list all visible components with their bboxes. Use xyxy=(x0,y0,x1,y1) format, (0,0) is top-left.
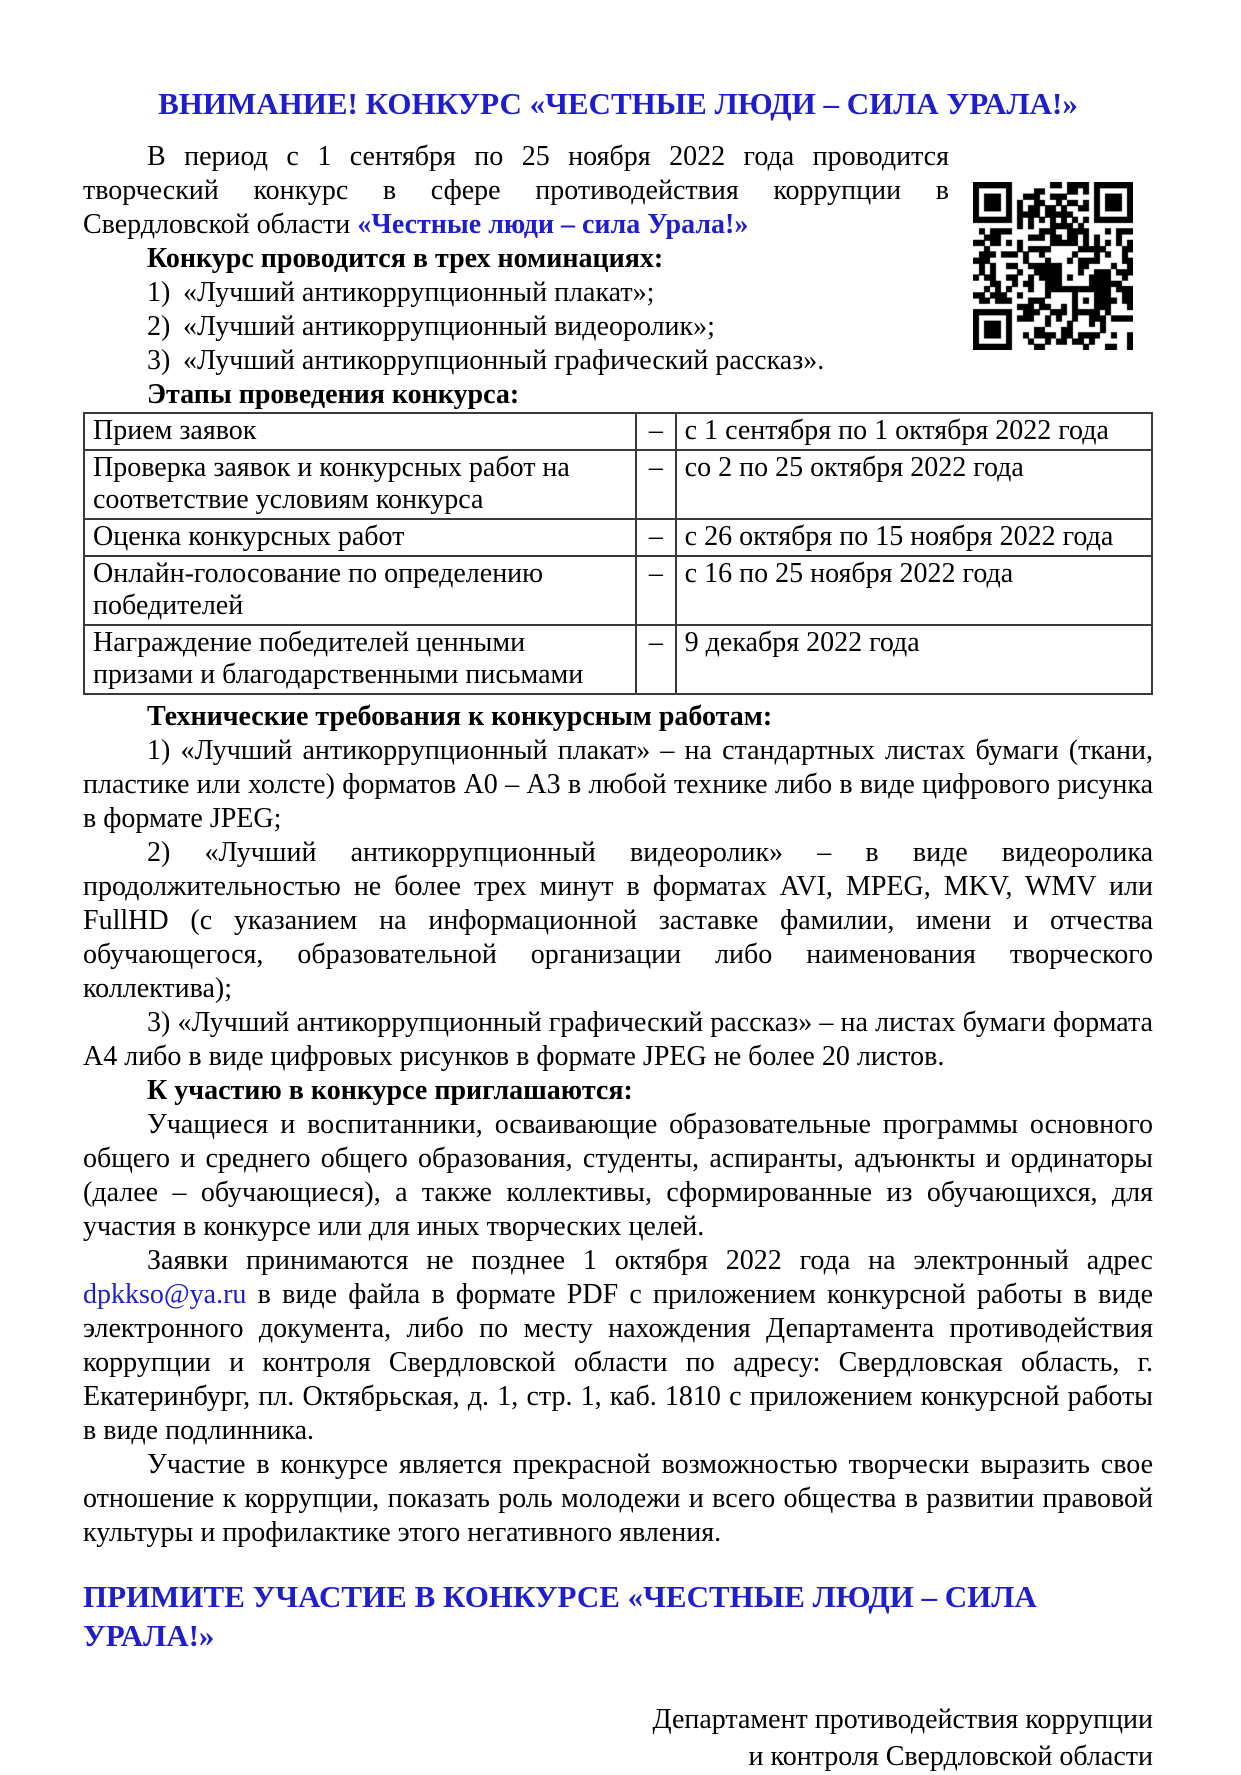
stage-cell: Онлайн-голосование по определению победителей xyxy=(84,556,636,625)
requirements-heading: Технические требования к конкурсным работам: xyxy=(147,701,773,732)
dash-cell: – xyxy=(636,556,676,625)
stage-cell: Награждение победителей ценными призами и благодарственными письмами xyxy=(84,625,636,694)
signature-line-1: Департамент противодействия коррупции xyxy=(652,1704,1153,1735)
nomination-item-label: «Лучший антикоррупционный плакат»; xyxy=(183,277,655,308)
stages-heading: Этапы проведения конкурса: xyxy=(147,379,520,410)
table-row xyxy=(84,450,1152,519)
dates-cell: с 26 октября по 15 ноября 2022 года xyxy=(676,519,1152,556)
signature-block xyxy=(83,1701,1153,1775)
participants-paragraph: Учащиеся и воспитанники, осваивающие образовательные программы основного общего и среднего общего образования, студенты, аспиранты, адъюнкты и ординаторы (далее – обучающиеся), а также коллективы, сформированные из обучающихся, для участия в конкурсе или для иных творческих целей. xyxy=(83,1109,1153,1242)
contest-name-highlight: «Честные люди – сила Урала!» xyxy=(357,209,749,240)
submission-paragraph xyxy=(83,1244,1153,1448)
dates-cell: с 16 по 25 ноября 2022 года xyxy=(676,556,1152,625)
nomination-item-number: 3) xyxy=(147,345,171,376)
nomination-item-label: «Лучший антикоррупционный графический рассказ». xyxy=(183,345,825,376)
requirement-graphic-story: 3) «Лучший антикоррупционный графический рассказ» – на листах бумаги формата А4 либо в виде цифровых рисунков в формате JPEG не более 20 листов. xyxy=(83,1007,1153,1072)
stages-table xyxy=(83,412,1153,695)
qr-code xyxy=(973,182,1133,350)
stage-cell: Проверка заявок и конкурсных работ на соответствие условиям конкурса xyxy=(84,450,636,519)
dash-cell: – xyxy=(636,450,676,519)
submission-text-before: Заявки принимаются не позднее 1 октября 2022 года на электронный адрес xyxy=(147,1245,1153,1276)
dates-cell: 9 декабря 2022 года xyxy=(676,625,1152,694)
call-to-action: ПРИМИТЕ УЧАСТИЕ В КОНКУРСЕ «ЧЕСТНЫЕ ЛЮДИ – СИЛА УРАЛА!» xyxy=(83,1579,1037,1653)
dash-cell: – xyxy=(636,519,676,556)
email-link[interactable]: dpkkso@ya.ru xyxy=(83,1279,247,1310)
page-title: ВНИМАНИЕ! КОНКУРС «ЧЕСТНЫЕ ЛЮДИ – СИЛА УРАЛА!» xyxy=(158,86,1078,121)
dash-cell: – xyxy=(636,413,676,450)
table-row xyxy=(84,625,1152,694)
intro-text: В период с 1 сентября по 25 ноября 2022 года проводится творческий конкурс в сфере противодействия коррупции в Свердловской области xyxy=(83,141,949,240)
signature-line-2: и контроля Свердловской области xyxy=(748,1741,1153,1772)
table-row xyxy=(84,556,1152,625)
table-row xyxy=(84,519,1152,556)
requirement-poster: 1) «Лучший антикоррупционный плакат» – на стандартных листах бумаги (ткани, пластике или холсте) форматов А0 – А3 в любой технике либо в виде цифрового рисунка в формате JPEG; xyxy=(83,735,1153,834)
nomination-item-number: 2) xyxy=(147,311,171,342)
stage-cell: Прием заявок xyxy=(84,413,636,450)
stage-cell: Оценка конкурсных работ xyxy=(84,519,636,556)
qr-code-container xyxy=(949,140,1153,378)
dates-cell: с 1 сентября по 1 октября 2022 года xyxy=(676,413,1152,450)
nomination-item-label: «Лучший антикоррупционный видеоролик»; xyxy=(183,311,715,342)
dash-cell: – xyxy=(636,625,676,694)
document-body xyxy=(83,140,1153,1550)
nominations-heading: Конкурс проводится в трех номинациях: xyxy=(147,243,664,274)
closing-paragraph: Участие в конкурсе является прекрасной возможностью творчески выразить свое отношение к коррупции, показать роль молодежи и всего общества в развитии правовой культуры и профилактике этого негативного явления. xyxy=(83,1449,1153,1548)
dates-cell: со 2 по 25 октября 2022 года xyxy=(676,450,1152,519)
nomination-item-number: 1) xyxy=(147,277,171,308)
requirement-video: 2) «Лучший антикоррупционный видеоролик» – в виде видеоролика продолжительностью не более трех минут в форматах AVI, MPEG, MKV, WMV или FullHD (с указанием на информационной заставке фамилии, имени и отчества обучающегося, образовательной организации либо наименования творческого коллектива); xyxy=(83,837,1153,1004)
participants-heading: К участию в конкурсе приглашаются: xyxy=(147,1075,633,1106)
submission-text-after: в виде файла в формате PDF с приложением конкурсной работы в виде электронного документа, либо по месту нахождения Департамента противодействия коррупции и контроля Свердловской области по адресу: Свердловская область, г. Екатеринбург, пл. Октябрьская, д. 1, стр. 1, каб. 1810 с приложением конкурсной работы в виде подлинника. xyxy=(83,1279,1153,1446)
table-row xyxy=(84,413,1152,450)
